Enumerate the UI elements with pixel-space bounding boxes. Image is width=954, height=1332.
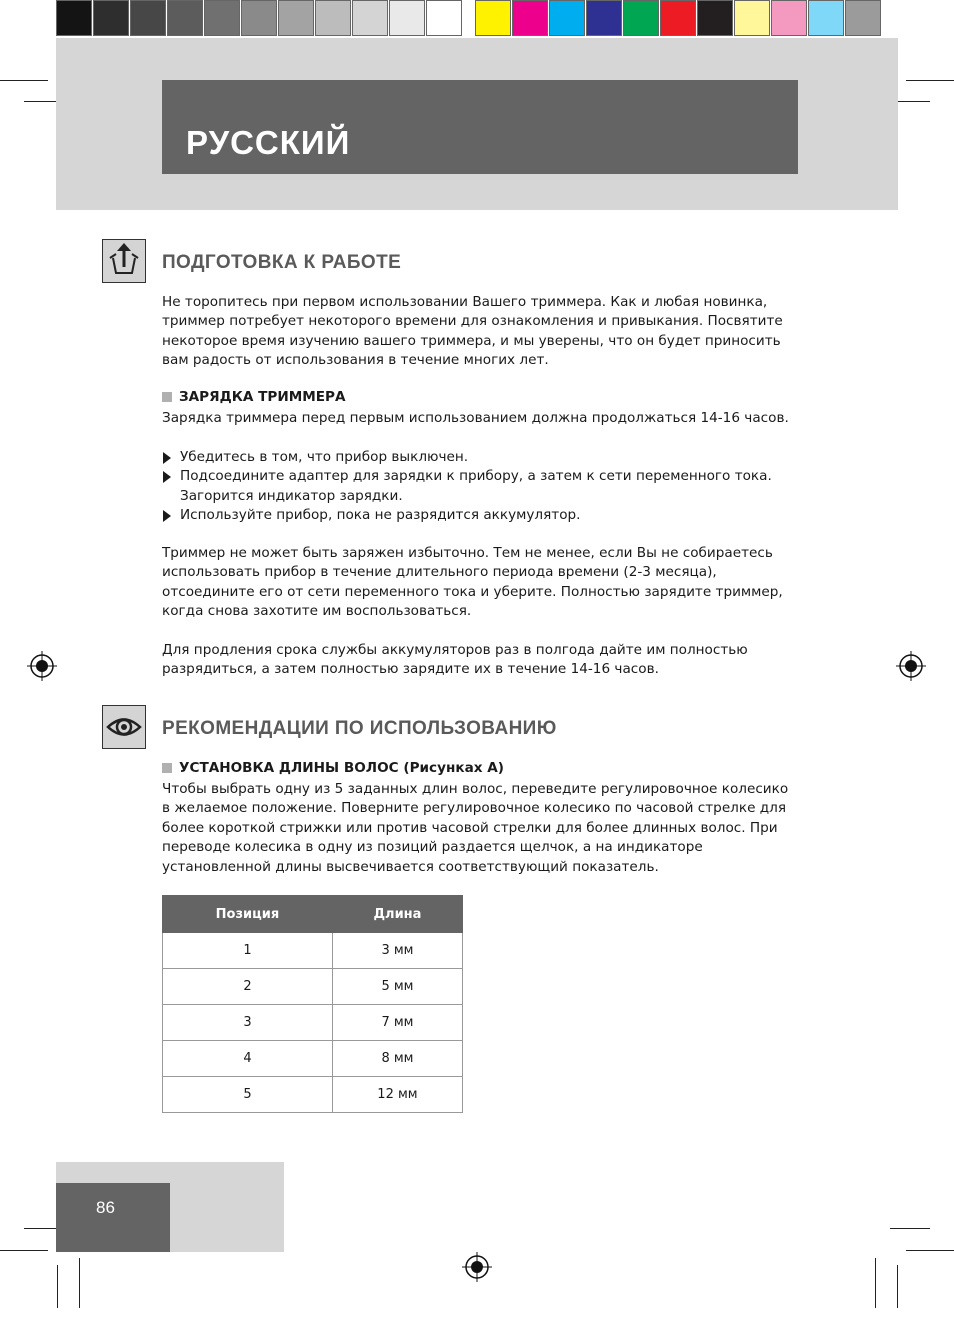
- overcharge-paragraph: Триммер не может быть заряжен избыточно. Тем не менее, если Вы не собираетесь использовать прибор в течение длительного периода времени (2-3 месяца), отсоедините его от сети переменного тока и уберите. Полностью зарядите триммер, когда снова захотите им воспользоваться.: [162, 545, 783, 620]
- color-swatch: [93, 0, 129, 36]
- eye-icon: [102, 705, 146, 749]
- charging-steps-list: [162, 448, 798, 526]
- crop-mark: [897, 1265, 898, 1308]
- section-title-preparation: ПОДГОТОВКА К РАБОТЕ: [162, 252, 402, 273]
- language-title: РУССКИЙ: [186, 124, 351, 161]
- table-row: 5 12 мм: [163, 1077, 463, 1113]
- section-title-usage: РЕКОМЕНДАЦИИ ПО ИСПОЛЬЗОВАНИЮ: [162, 718, 557, 739]
- color-swatch: [660, 0, 696, 36]
- language-header: [162, 80, 798, 174]
- table-row: 1 3 мм: [163, 933, 463, 969]
- gray-swatch-group: [56, 0, 463, 38]
- color-swatch: [352, 0, 388, 36]
- color-swatch: [389, 0, 425, 36]
- color-swatch: [586, 0, 622, 36]
- crop-mark: [906, 1250, 954, 1251]
- color-swatch: [167, 0, 203, 36]
- subheading-charging: [162, 389, 346, 405]
- subheading-hair-length: [162, 760, 504, 776]
- page-number-box: [56, 1183, 170, 1252]
- color-swatch: [771, 0, 807, 36]
- color-swatch: [426, 0, 462, 36]
- table-header-row: [163, 896, 463, 933]
- crop-mark: [0, 1250, 48, 1251]
- triangle-bullet-icon: [163, 510, 171, 522]
- crop-mark: [79, 1258, 80, 1308]
- column-header-position: Позиция: [163, 896, 333, 933]
- battery-life-paragraph: Для продления срока службы аккумуляторов раз в полгода дайте им полностью разрядиться, а затем полностью зарядите их в течение 14-16 часов.: [162, 642, 748, 678]
- list-item: Убедитесь в том, что прибор выключен.: [162, 448, 798, 467]
- crop-mark: [875, 1258, 876, 1308]
- triangle-bullet-icon: [163, 452, 171, 464]
- list-item: Используйте прибор, пока не разрядится аккумулятор.: [162, 506, 798, 525]
- color-swatch: [549, 0, 585, 36]
- crop-mark: [890, 1228, 930, 1229]
- color-swatch: [845, 0, 881, 36]
- figure-reference: (Рисунках A): [403, 760, 505, 776]
- length-settings-table: [162, 895, 463, 1113]
- color-swatch: [697, 0, 733, 36]
- registration-mark-icon: [27, 651, 57, 681]
- subheading-hair-length-label: УСТАНОВКА ДЛИНЫ ВОЛОС: [179, 760, 399, 776]
- intro-paragraph: Не торопитесь при первом использовании Вашего триммера. Как и любая новинка, триммер потребует некоторого времени для ознакомления и привыкания. Посвятите некоторое время изучению вашего триммера, и мы уверены, что он будет приносить вам радость от использования в течение многих лет.: [162, 294, 783, 369]
- table-row: 2 5 мм: [163, 969, 463, 1005]
- crop-mark: [57, 1265, 58, 1308]
- square-bullet-icon: [162, 392, 172, 402]
- color-swatch: [315, 0, 351, 36]
- color-swatch: [204, 0, 240, 36]
- charging-time-text: Зарядка триммера перед первым использованием должна продолжаться 14-16 часов.: [162, 410, 789, 426]
- crop-mark: [0, 80, 48, 81]
- table-row: 4 8 мм: [163, 1041, 463, 1077]
- printer-color-bar: [56, 0, 882, 38]
- color-swatch: [475, 0, 511, 36]
- registration-mark-icon: [462, 1252, 492, 1282]
- triangle-bullet-icon: [163, 471, 171, 483]
- page-number: 86: [96, 1198, 115, 1217]
- color-swatch: [623, 0, 659, 36]
- square-bullet-icon: [162, 763, 172, 773]
- color-swatch-group: [475, 0, 882, 38]
- color-swatch: [734, 0, 770, 36]
- registration-mark-icon: [896, 651, 926, 681]
- hair-length-paragraph: Чтобы выбрать одну из 5 заданных длин волос, переведите регулировочное колесико в желаемое положение. Поверните регулировочное колесико по часовой стрелке для более короткой стрижки или против часовой стрелки для более длинных волос. При переводе колесика в одну из позиций раздается щелчок, а на индикаторе установленной длины высвечивается соответствующий показатель.: [162, 781, 789, 875]
- crop-mark: [906, 80, 954, 81]
- list-item: Подсоедините адаптер для зарядки к прибору, а затем к сети переменного тока. Загорится индикатор зарядки.: [162, 467, 798, 506]
- color-swatch: [56, 0, 92, 36]
- table-row: 3 7 мм: [163, 1005, 463, 1041]
- box-up-arrow-icon: [102, 239, 146, 283]
- color-swatch: [512, 0, 548, 36]
- color-swatch: [808, 0, 844, 36]
- color-swatch: [130, 0, 166, 36]
- column-header-length: Длина: [332, 896, 462, 933]
- color-swatch: [278, 0, 314, 36]
- color-swatch: [241, 0, 277, 36]
- subheading-charging-label: ЗАРЯДКА ТРИММЕРА: [179, 389, 346, 405]
